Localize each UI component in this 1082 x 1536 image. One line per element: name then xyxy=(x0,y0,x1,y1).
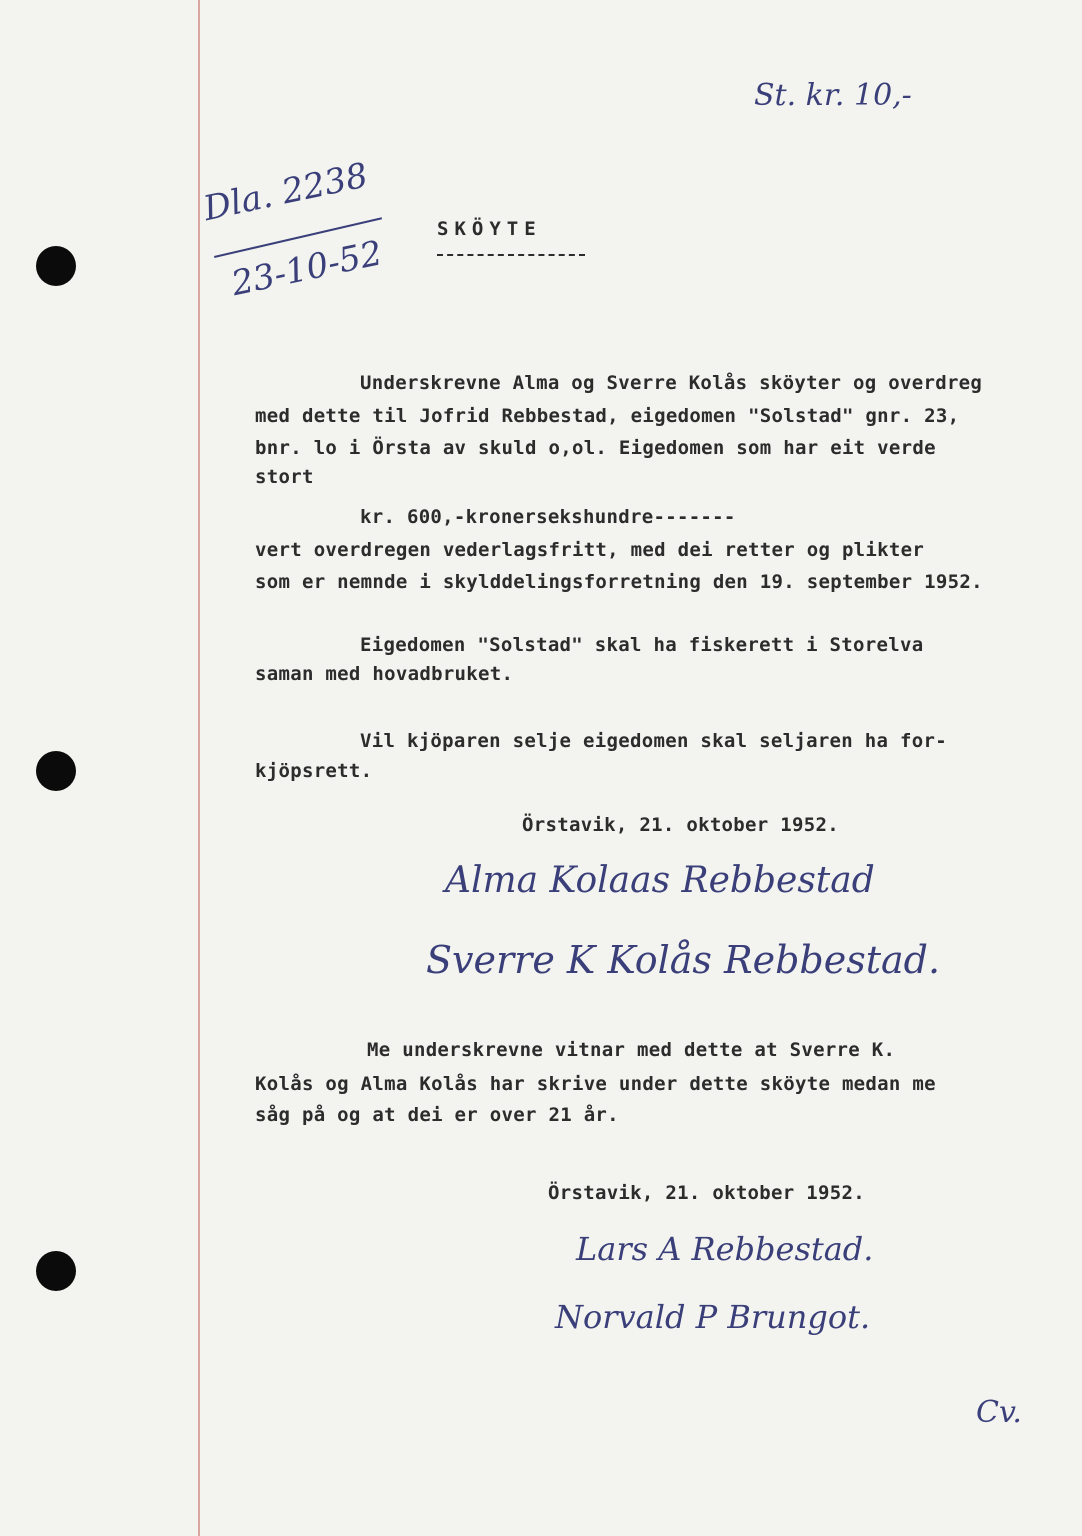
registration-date: 23-10-52 xyxy=(228,233,386,305)
margin-rule xyxy=(198,0,200,1536)
amount-line: kr. 600,-kronersekshundre------- xyxy=(360,506,736,528)
initials: Cv. xyxy=(976,1395,1022,1430)
body-line: stort xyxy=(255,466,314,488)
signature-seller: Sverre K Kolås Rebbestad. xyxy=(426,938,941,982)
body-line: kjöpsrett. xyxy=(255,760,373,782)
signature-witness: Norvald P Brungot. xyxy=(555,1298,871,1336)
witness-line: såg på og at dei er over 21 år. xyxy=(255,1104,619,1126)
body-line: vert overdregen vederlagsfritt, med dei retter og plikter xyxy=(255,539,925,561)
signature-seller: Alma Kolaas Rebbestad xyxy=(445,860,875,901)
punch-hole-top xyxy=(36,246,76,286)
registration-number: Dla. 2238 xyxy=(200,155,372,230)
fee-note: St. kr. 10,- xyxy=(754,78,912,113)
body-line: Vil kjöparen selje eigedomen skal seljaren ha for- xyxy=(360,730,947,752)
body-line: bnr. lo i Örsta av skuld o,ol. Eigedomen som har eit verde xyxy=(255,437,936,459)
title-underline xyxy=(437,254,585,256)
punch-hole-bottom xyxy=(36,1251,76,1291)
body-line: med dette til Jofrid Rebbestad, eigedomen "Solstad" gnr. 23, xyxy=(255,405,960,427)
body-line: saman med hovadbruket. xyxy=(255,663,514,685)
place-date: Örstavik, 21. oktober 1952. xyxy=(522,814,839,836)
body-line: som er nemnde i skylddelingsforretning den 19. september 1952. xyxy=(255,571,983,593)
signature-witness: Lars A Rebbestad. xyxy=(576,1230,874,1268)
place-date: Örstavik, 21. oktober 1952. xyxy=(548,1182,865,1204)
punch-hole-middle xyxy=(36,751,76,791)
document-title: SKÖYTE xyxy=(437,218,542,240)
witness-line: Me underskrevne vitnar med dette at Sverre K. xyxy=(367,1039,896,1061)
body-line: Eigedomen "Solstad" skal ha fiskerett i Storelva xyxy=(360,634,924,656)
witness-line: Kolås og Alma Kolås har skrive under dette sköyte medan me xyxy=(255,1073,936,1095)
body-line: Underskrevne Alma og Sverre Kolås sköyter og overdreg xyxy=(360,372,983,394)
